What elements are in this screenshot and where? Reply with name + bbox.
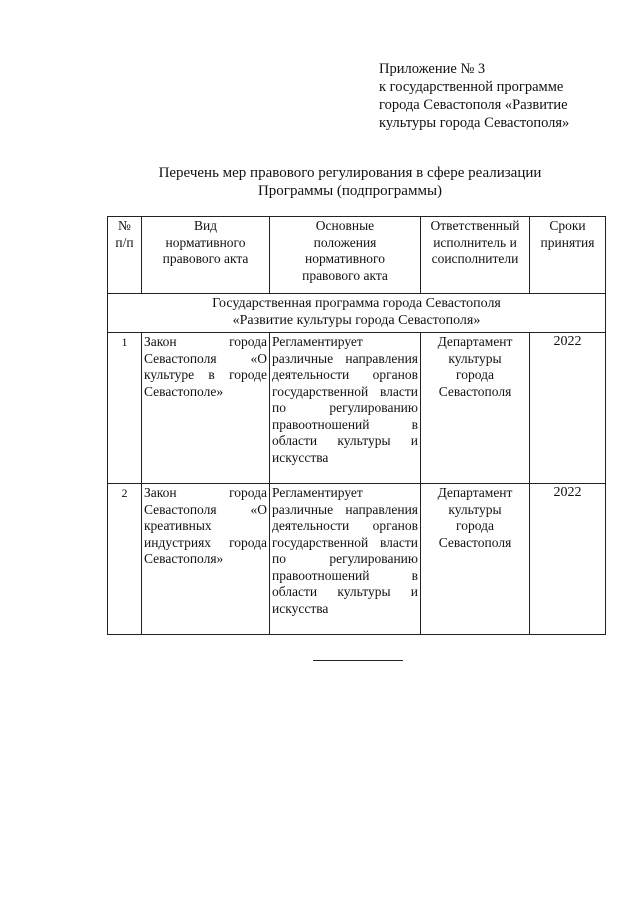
header-executor: Ответственный исполнитель и соисполнители <box>421 217 530 294</box>
header-provisions: Основные положения нормативного правового акта <box>270 217 421 294</box>
row-number: 1 <box>108 333 142 484</box>
header-number: № п/п <box>108 217 142 294</box>
deadline-cell: 2022 <box>530 484 606 635</box>
executor-cell: Департамент культуры города Севастополя <box>421 484 530 635</box>
appendix-line: Приложение № 3 <box>379 61 486 77</box>
executor-cell: Департамент культуры города Севастополя <box>421 333 530 484</box>
header-act-type: Вид нормативного правового акта <box>142 217 270 294</box>
document-title <box>100 164 600 200</box>
appendix-line: города Севастополя «Развитие <box>379 97 568 113</box>
table-header-row <box>108 217 606 294</box>
provisions-cell: Регламентирует различные направления деятельности органов государственной власти по регулированию правоотношений в области культуры и искусства <box>270 484 421 635</box>
appendix-heading <box>379 60 619 132</box>
measures-table <box>107 216 606 635</box>
table-row <box>108 333 606 484</box>
end-separator-line <box>313 660 403 661</box>
row-number: 2 <box>108 484 142 635</box>
table-row <box>108 484 606 635</box>
program-name: Государственная программа города Севастополя «Развитие культуры города Севастополя» <box>108 294 606 333</box>
act-type-cell: Закон города Севастополя «О креативных индустриях города Севастополя» <box>142 484 270 635</box>
program-row <box>108 294 606 333</box>
title-line: Перечень мер правового регулирования в сфере реализации <box>158 165 542 181</box>
title-line: Программы (подпрограммы) <box>257 183 443 199</box>
appendix-line: культуры города Севастополя» <box>379 115 570 131</box>
provisions-cell: Регламентирует различные направления деятельности органов государственной власти по регулированию правоотношений в области культуры и искусства <box>270 333 421 484</box>
act-type-cell: Закон города Севастополя «О культуре в городе Севастополе» <box>142 333 270 484</box>
header-deadline: Сроки принятия <box>530 217 606 294</box>
deadline-cell: 2022 <box>530 333 606 484</box>
appendix-line: к государственной программе <box>379 79 564 95</box>
